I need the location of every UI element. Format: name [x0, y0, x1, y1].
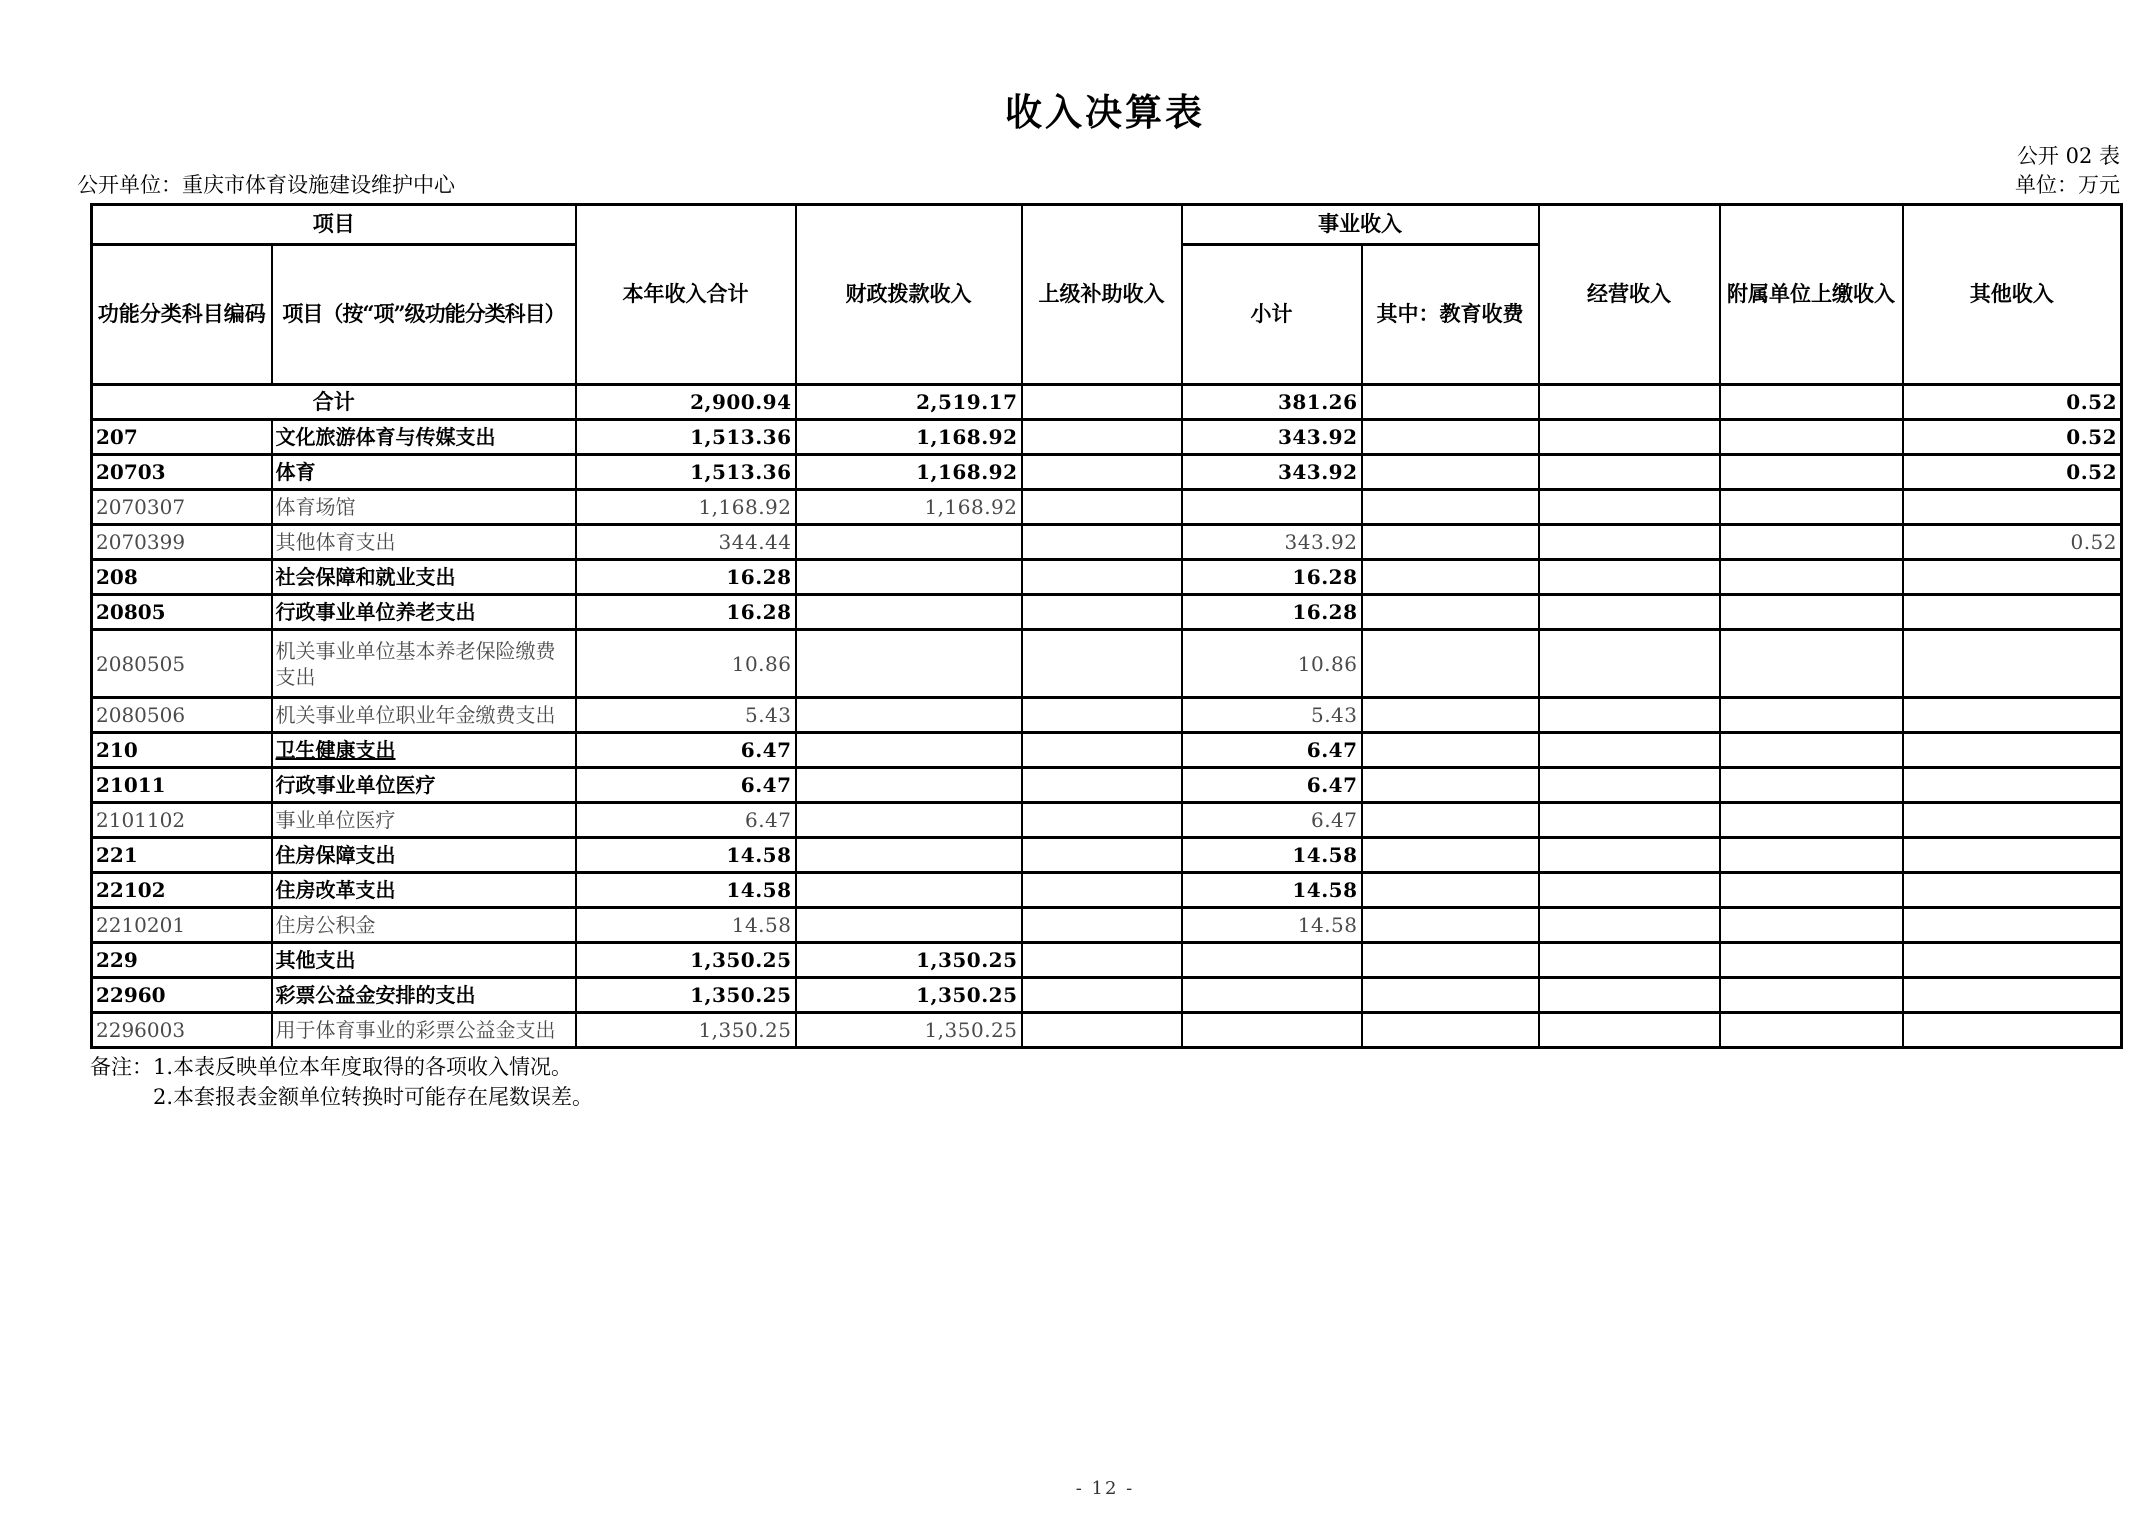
- cell-value: [1539, 420, 1720, 455]
- cell-value: 1,168.92: [796, 455, 1022, 490]
- cell-value: [1362, 525, 1539, 560]
- item-name-text: 社会保障和就业支出: [275, 565, 456, 589]
- cell-item-name: [272, 525, 576, 560]
- cell-value: [796, 803, 1022, 838]
- cell-function-code: 2296003: [92, 1013, 272, 1048]
- cell-value: [1362, 385, 1539, 420]
- cell-value: [1022, 768, 1182, 803]
- cell-value: [1720, 943, 1903, 978]
- cell-value: [1022, 908, 1182, 943]
- cell-value: 16.28: [576, 595, 796, 630]
- cell-value: [1362, 455, 1539, 490]
- cell-value: [1022, 943, 1182, 978]
- cell-value: 1,168.92: [796, 490, 1022, 525]
- cell-value: [1182, 943, 1362, 978]
- cell-value: 5.43: [576, 698, 796, 733]
- cell-value: [796, 560, 1022, 595]
- cell-item-name: [272, 560, 576, 595]
- item-name-text: 体育: [275, 460, 316, 484]
- cell-value: [1539, 630, 1720, 698]
- cell-item-name: [272, 978, 576, 1013]
- cell-value: [1182, 490, 1362, 525]
- cell-value: [1362, 490, 1539, 525]
- item-name-text: 其他支出: [275, 948, 356, 972]
- item-name-text: 行政事业单位医疗: [275, 773, 436, 797]
- table-row: [92, 1013, 2122, 1048]
- item-name-text: 机关事业单位基本养老保险缴费支出: [275, 638, 556, 689]
- table-row: [92, 560, 2122, 595]
- cell-function-code: 20805: [92, 595, 272, 630]
- cell-value: [1022, 455, 1182, 490]
- cell-value: [796, 908, 1022, 943]
- cell-value: [1022, 490, 1182, 525]
- cell-value: [1539, 768, 1720, 803]
- cell-item-name: [272, 455, 576, 490]
- cell-value: [1362, 420, 1539, 455]
- cell-value: [1539, 525, 1720, 560]
- cell-value: 5.43: [1182, 698, 1362, 733]
- cell-value: [1362, 1013, 1539, 1048]
- cell-value: [796, 838, 1022, 873]
- table-row: [92, 455, 2122, 490]
- cell-value: [1022, 385, 1182, 420]
- table-row: [92, 525, 2122, 560]
- cell-item-name: [272, 908, 576, 943]
- footnote-line: 备注：1.本表反映单位本年度取得的各项收入情况。: [90, 1055, 573, 1079]
- cell-value: [1720, 698, 1903, 733]
- cell-value: 0.52: [1903, 385, 2122, 420]
- cell-value: 1,513.36: [576, 455, 796, 490]
- cell-value: [1903, 733, 2122, 768]
- cell-value: 0.52: [1903, 455, 2122, 490]
- header-affiliated-income: 附属单位上缴收入: [1720, 205, 1903, 385]
- item-name-text: 住房公积金: [275, 913, 376, 937]
- cell-item-name: [272, 838, 576, 873]
- cell-function-code: 20703: [92, 455, 272, 490]
- cell-value: [1539, 1013, 1720, 1048]
- cell-value: [1720, 455, 1903, 490]
- org-label: 公开单位：重庆市体育设施建设维护中心: [77, 173, 455, 197]
- cell-function-code: 229: [92, 943, 272, 978]
- cell-item-name: [272, 420, 576, 455]
- cell-value: [1539, 873, 1720, 908]
- cell-value: [1720, 978, 1903, 1013]
- cell-value: [1720, 803, 1903, 838]
- table-row: [92, 978, 2122, 1013]
- item-name-text: 机关事业单位职业年金缴费支出: [275, 703, 556, 727]
- cell-value: [1539, 978, 1720, 1013]
- cell-value: [1022, 838, 1182, 873]
- cell-value: [1720, 838, 1903, 873]
- cell-value: 1,513.36: [576, 420, 796, 455]
- cell-value: [796, 768, 1022, 803]
- cell-function-code: 22960: [92, 978, 272, 1013]
- cell-function-code: 22102: [92, 873, 272, 908]
- table-row: [92, 873, 2122, 908]
- item-name-text: 其他体育支出: [275, 530, 396, 554]
- table-body: [92, 385, 2122, 1048]
- cell-value: 0.52: [1903, 420, 2122, 455]
- table-row: [92, 630, 2122, 698]
- cell-value: [796, 698, 1022, 733]
- cell-function-code: 21011: [92, 768, 272, 803]
- item-name-text: 卫生健康支出: [275, 738, 396, 762]
- cell-function-code: 210: [92, 733, 272, 768]
- cell-value: [1903, 595, 2122, 630]
- cell-value: [1022, 420, 1182, 455]
- cell-value: [1539, 385, 1720, 420]
- cell-value: 14.58: [576, 873, 796, 908]
- table-row: [92, 943, 2122, 978]
- cell-value: [1720, 733, 1903, 768]
- cell-value: 1,350.25: [796, 978, 1022, 1013]
- cell-value: [1720, 490, 1903, 525]
- cell-function-code: 221: [92, 838, 272, 873]
- cell-value: [1903, 630, 2122, 698]
- table-row: [92, 768, 2122, 803]
- cell-value: [1720, 908, 1903, 943]
- cell-value: 1,350.25: [796, 943, 1022, 978]
- table-row: [92, 420, 2122, 455]
- cell-value: [1022, 525, 1182, 560]
- cell-value: [1362, 698, 1539, 733]
- cell-value: [1362, 768, 1539, 803]
- income-final-accounts-table: [90, 203, 2123, 1049]
- cell-value: [1720, 768, 1903, 803]
- header-other-income: 其他收入: [1903, 205, 2122, 385]
- table-row: [92, 698, 2122, 733]
- table-row: [92, 385, 2122, 420]
- cell-value: 6.47: [576, 768, 796, 803]
- header-superior-subsidy: 上级补助收入: [1022, 205, 1182, 385]
- table-header: [92, 205, 2122, 385]
- cell-item-name: [272, 943, 576, 978]
- cell-item-name: [272, 490, 576, 525]
- cell-value: [1362, 803, 1539, 838]
- cell-value: [796, 873, 1022, 908]
- item-name-text: 行政事业单位养老支出: [275, 600, 476, 624]
- cell-value: 1,350.25: [576, 1013, 796, 1048]
- header-total-income: 本年收入合计: [576, 205, 796, 385]
- cell-item-name: [272, 768, 576, 803]
- cell-item-name: [272, 595, 576, 630]
- cell-value: [1539, 838, 1720, 873]
- table-row: [92, 595, 2122, 630]
- header-project: 项目: [92, 205, 576, 245]
- cell-item-name: [272, 630, 576, 698]
- cell-value: [796, 595, 1022, 630]
- cell-value: [1720, 385, 1903, 420]
- cell-function-code: 2101102: [92, 803, 272, 838]
- cell-value: [1903, 838, 2122, 873]
- item-name-text: 彩票公益金安排的支出: [275, 983, 476, 1007]
- cell-value: [1539, 698, 1720, 733]
- cell-value: [1720, 873, 1903, 908]
- cell-value: 344.44: [576, 525, 796, 560]
- table-row: [92, 803, 2122, 838]
- cell-value: [1362, 595, 1539, 630]
- cell-value: [1903, 768, 2122, 803]
- header-subtotal: 小计: [1182, 245, 1362, 385]
- cell-value: 1,350.25: [576, 943, 796, 978]
- footnote-line: 2.本套报表金额单位转换时可能存在尾数误差。: [153, 1085, 594, 1110]
- cell-value: [1362, 838, 1539, 873]
- item-name-text: 用于体育事业的彩票公益金支出: [275, 1018, 556, 1042]
- cell-value: [1022, 803, 1182, 838]
- cell-value: [1539, 908, 1720, 943]
- cell-item-name: [272, 803, 576, 838]
- cell-function-code: 2070399: [92, 525, 272, 560]
- cell-value: [1720, 525, 1903, 560]
- cell-value: 6.47: [576, 803, 796, 838]
- cell-function-code: 2210201: [92, 908, 272, 943]
- cell-value: [1903, 698, 2122, 733]
- cell-value: 14.58: [576, 908, 796, 943]
- cell-value: [1362, 630, 1539, 698]
- cell-value: [796, 525, 1022, 560]
- page-title: 收入决算表: [1005, 90, 1205, 134]
- cell-function-code: 2080506: [92, 698, 272, 733]
- cell-value: 14.58: [1182, 838, 1362, 873]
- cell-grand-total-label: 合计: [92, 385, 576, 420]
- item-name-text: 住房保障支出: [275, 843, 396, 867]
- cell-value: [1720, 1013, 1903, 1048]
- cell-value: 1,350.25: [576, 978, 796, 1013]
- header-item-name: 项目（按“项”级功能分类科目）: [272, 245, 576, 385]
- cell-value: 6.47: [1182, 733, 1362, 768]
- item-name-text: 文化旅游体育与传媒支出: [275, 425, 496, 449]
- cell-value: [1182, 978, 1362, 1013]
- cell-value: [1539, 490, 1720, 525]
- cell-value: [1539, 943, 1720, 978]
- cell-value: [1362, 943, 1539, 978]
- cell-value: 343.92: [1182, 525, 1362, 560]
- cell-value: [1022, 1013, 1182, 1048]
- cell-value: [796, 630, 1022, 698]
- cell-function-code: 208: [92, 560, 272, 595]
- cell-value: [1022, 560, 1182, 595]
- cell-value: [1720, 420, 1903, 455]
- cell-value: [1903, 908, 2122, 943]
- cell-value: 16.28: [1182, 560, 1362, 595]
- cell-function-code: 2080505: [92, 630, 272, 698]
- cell-value: 1,350.25: [796, 1013, 1022, 1048]
- cell-value: [1539, 803, 1720, 838]
- unit-label: 单位：万元: [2015, 173, 2120, 197]
- cell-value: [1362, 560, 1539, 595]
- cell-value: [1903, 978, 2122, 1013]
- page-number: - 12 -: [1075, 1478, 1135, 1499]
- cell-value: 381.26: [1182, 385, 1362, 420]
- item-name-text: 体育场馆: [275, 495, 356, 519]
- cell-value: [1720, 595, 1903, 630]
- header-fiscal-appropriation: 财政拨款收入: [796, 205, 1022, 385]
- cell-item-name: [272, 873, 576, 908]
- cell-value: [1539, 455, 1720, 490]
- cell-value: 1,168.92: [796, 420, 1022, 455]
- cell-value: [1903, 803, 2122, 838]
- cell-value: [796, 733, 1022, 768]
- cell-item-name: [272, 698, 576, 733]
- cell-value: [1903, 1013, 2122, 1048]
- cell-value: 2,519.17: [796, 385, 1022, 420]
- header-function-code: 功能分类科目编码: [92, 245, 272, 385]
- cell-value: 16.28: [576, 560, 796, 595]
- header-education-fee: 其中：教育收费: [1362, 245, 1539, 385]
- table-row: [92, 908, 2122, 943]
- cell-value: [1022, 698, 1182, 733]
- cell-value: [1539, 560, 1720, 595]
- cell-function-code: 2070307: [92, 490, 272, 525]
- cell-value: [1720, 630, 1903, 698]
- meta-line: [77, 169, 2120, 199]
- cell-value: 6.47: [576, 733, 796, 768]
- cell-value: [1362, 978, 1539, 1013]
- footnotes: [90, 1052, 1490, 1113]
- cell-value: [1539, 595, 1720, 630]
- cell-value: [1022, 978, 1182, 1013]
- cell-value: 16.28: [1182, 595, 1362, 630]
- table-row: [92, 733, 2122, 768]
- cell-function-code: 207: [92, 420, 272, 455]
- cell-value: [1903, 873, 2122, 908]
- cell-item-name: [272, 733, 576, 768]
- header-business-income: 事业收入: [1182, 205, 1539, 245]
- cell-value: [1022, 733, 1182, 768]
- cell-value: [1022, 873, 1182, 908]
- cell-value: 343.92: [1182, 420, 1362, 455]
- item-name-text: 住房改革支出: [275, 878, 396, 902]
- cell-value: 343.92: [1182, 455, 1362, 490]
- table-row: [92, 838, 2122, 873]
- cell-value: 1,168.92: [576, 490, 796, 525]
- item-name-text: 事业单位医疗: [275, 808, 396, 832]
- table-number-label: 公开 02 表: [2016, 144, 2120, 168]
- cell-value: 6.47: [1182, 803, 1362, 838]
- cell-value: [1903, 490, 2122, 525]
- cell-value: 14.58: [1182, 908, 1362, 943]
- cell-value: [1022, 595, 1182, 630]
- cell-value: 0.52: [1903, 525, 2122, 560]
- cell-value: [1362, 873, 1539, 908]
- cell-value: 6.47: [1182, 768, 1362, 803]
- cell-value: [1903, 943, 2122, 978]
- header-operating-income: 经营收入: [1539, 205, 1720, 385]
- cell-value: [1362, 733, 1539, 768]
- table-row: [92, 490, 2122, 525]
- cell-value: [1720, 560, 1903, 595]
- cell-value: [1903, 560, 2122, 595]
- cell-value: 10.86: [576, 630, 796, 698]
- cell-value: 14.58: [1182, 873, 1362, 908]
- cell-value: 10.86: [1182, 630, 1362, 698]
- cell-item-name: [272, 1013, 576, 1048]
- cell-value: [1362, 908, 1539, 943]
- cell-value: 14.58: [576, 838, 796, 873]
- cell-value: [1539, 733, 1720, 768]
- cell-value: [1022, 630, 1182, 698]
- cell-value: [1182, 1013, 1362, 1048]
- cell-value: 2,900.94: [576, 385, 796, 420]
